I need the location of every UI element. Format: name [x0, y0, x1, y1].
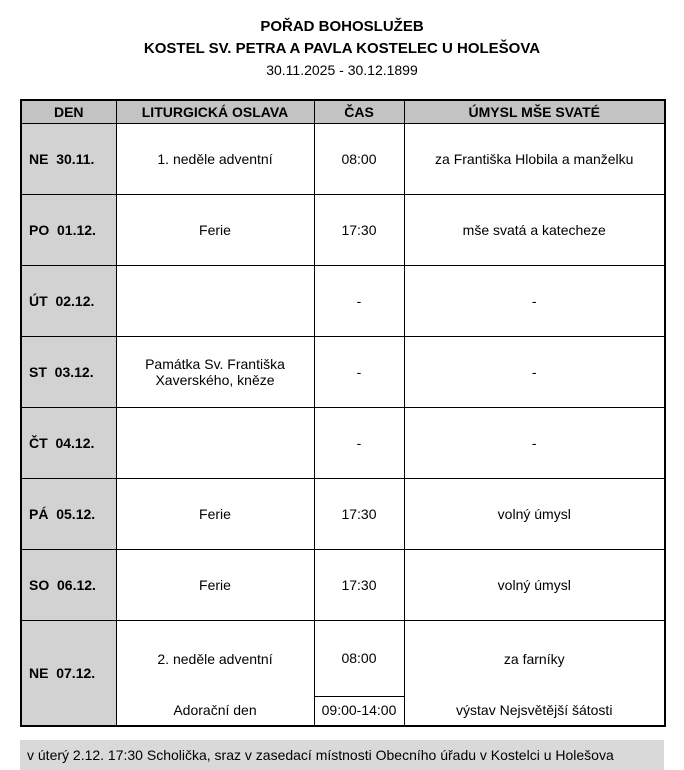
page-subtitle: KOSTEL SV. PETRA A PAVLA KOSTELEC U HOLEŠOVA: [143, 39, 541, 57]
time-cell: [314, 620, 404, 726]
table-row: [21, 265, 665, 336]
day-cell: NE 30.11.: [21, 123, 116, 194]
time-main: 08:00: [341, 650, 377, 666]
celebration-cell: Památka Sv. Františka Xaverského, kněze: [116, 336, 314, 407]
date-range: 30.11.2025 - 30.12.1899: [266, 61, 418, 78]
intention-cell: [404, 620, 665, 726]
intention-sub: výstav Nejsvětější šátosti: [456, 701, 613, 718]
celebration-cell: Ferie: [116, 478, 314, 549]
page-title: POŘAD BOHOSLUŽEB: [260, 18, 424, 35]
celebration-main: 2. neděle adventní: [157, 650, 273, 667]
time-cell: 08:00: [314, 123, 404, 194]
table-row: [21, 194, 665, 265]
time-sub: 09:00-14:00: [315, 696, 404, 723]
intention-cell: volný úmysl: [404, 478, 665, 549]
column-header-oslava: LITURGICKÁ OSLAVA: [116, 100, 314, 124]
table-row: [21, 123, 665, 194]
day-cell: SO 06.12.: [21, 549, 116, 620]
table-row: [21, 336, 665, 407]
schedule-table: [20, 99, 666, 727]
intention-cell: -: [404, 265, 665, 336]
column-header-umysl: ÚMYSL MŠE SVATÉ: [404, 100, 665, 124]
table-row: [21, 407, 665, 478]
time-cell: 17:30: [314, 549, 404, 620]
time-cell: -: [314, 265, 404, 336]
footer-note: v úterý 2.12. 17:30 Scholička, sraz v zasedací místnosti Obecního úřadu v Kostelci u Holešova: [20, 740, 664, 770]
celebration-cell: [116, 620, 314, 726]
time-cell: 17:30: [314, 194, 404, 265]
table-row: [21, 478, 665, 549]
celebration-cell: Ferie: [116, 194, 314, 265]
intention-cell: -: [404, 336, 665, 407]
intention-cell: mše svatá a katecheze: [404, 194, 665, 265]
time-cell: -: [314, 336, 404, 407]
celebration-cell: 1. neděle adventní: [116, 123, 314, 194]
celebration-cell: [116, 407, 314, 478]
day-cell: PO 01.12.: [21, 194, 116, 265]
time-cell: -: [314, 407, 404, 478]
time-cell: 17:30: [314, 478, 404, 549]
table-header-row: [21, 100, 665, 124]
celebration-sub: Adorační den: [173, 701, 257, 718]
day-cell: ST 03.12.: [21, 336, 116, 407]
intention-cell: -: [404, 407, 665, 478]
day-cell: NE 07.12.: [21, 620, 116, 726]
table-row: [21, 549, 665, 620]
document-header: [20, 16, 664, 81]
intention-cell: volný úmysl: [404, 549, 665, 620]
intention-main: za farníky: [503, 650, 565, 667]
column-header-cas: ČAS: [314, 100, 404, 124]
day-cell: PÁ 05.12.: [21, 478, 116, 549]
celebration-cell: Ferie: [116, 549, 314, 620]
celebration-cell: [116, 265, 314, 336]
intention-cell: za Františka Hlobila a manželku: [404, 123, 665, 194]
day-cell: ČT 04.12.: [21, 407, 116, 478]
day-cell: ÚT 02.12.: [21, 265, 116, 336]
column-header-den: DEN: [21, 100, 116, 124]
table-row: [21, 620, 665, 726]
